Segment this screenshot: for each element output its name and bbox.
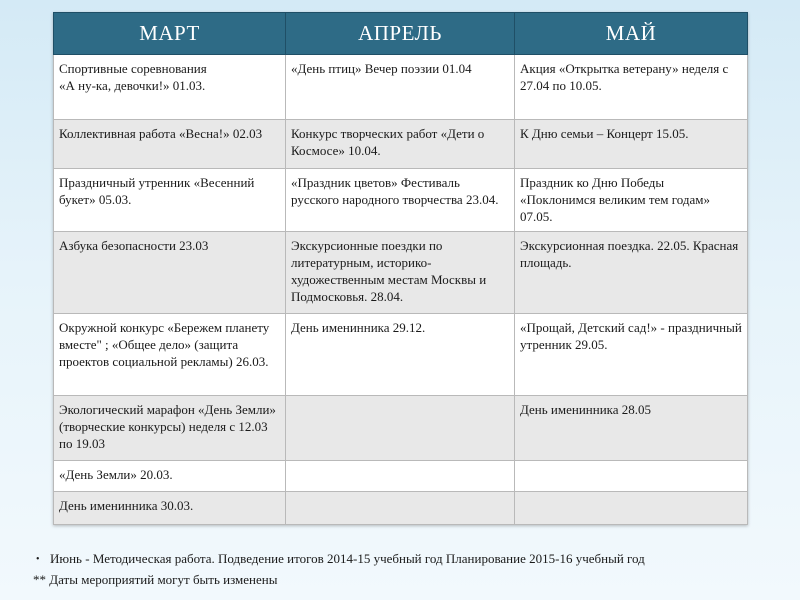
cell-march: Спортивные соревнования «А ну-ка, девочки!» 01.03. — [54, 55, 286, 120]
cell-march: День именинника 30.03. — [54, 492, 286, 525]
cell-april — [286, 461, 515, 492]
plan-table — [53, 12, 748, 525]
footer-dates-note: ** Даты мероприятий могут быть изменены — [33, 572, 278, 587]
cell-may — [515, 492, 748, 525]
cell-april: «День птиц» Вечер поэзии 01.04 — [286, 55, 515, 120]
cell-may: К Дню семьи – Концерт 15.05. — [515, 120, 748, 169]
cell-may: День именинника 28.05 — [515, 396, 748, 461]
header-april: АПРЕЛЬ — [286, 13, 515, 55]
cell-march: Азбука безопасности 23.03 — [54, 232, 286, 314]
cell-may: Экскурсионная поездка. 22.05. Красная площадь. — [515, 232, 748, 314]
cell-march: Экологический марафон «День Земли» (творческие конкурсы) неделя с 12.03 по 19.03 — [54, 396, 286, 461]
cell-april: Конкурс творческих работ «Дети о Космосе» 10.04. — [286, 120, 515, 169]
footer-june-text: Июнь - Методическая работа. Подведение итогов 2014-15 учебный год Планирование 2015-16 учебный год — [50, 551, 645, 566]
cell-may: Праздник ко Дню Победы «Поклонимся великим тем годам» 07.05. — [515, 169, 748, 232]
table-row — [54, 314, 748, 396]
cell-april: День именинника 29.12. — [286, 314, 515, 396]
bullet-icon: • — [36, 554, 40, 565]
cell-march: Коллективная работа «Весна!» 02.03 — [54, 120, 286, 169]
cell-april — [286, 492, 515, 525]
cell-april: «Праздник цветов» Фестиваль русского народного творчества 23.04. — [286, 169, 515, 232]
table-row — [54, 461, 748, 492]
header-row — [54, 13, 748, 55]
header-march: МАРТ — [54, 13, 286, 55]
cell-march: Окружной конкурс «Бережем планету вместе" ; «Общее дело» (защита проектов социальной рекламы) 26.03. — [54, 314, 286, 396]
cell-may — [515, 461, 748, 492]
table-row — [54, 120, 748, 169]
cell-april: Экскурсионные поездки по литературным, историко-художественным местам Москвы и Подмосковья. 28.04. — [286, 232, 515, 314]
cell-may: «Прощай, Детский сад!» - праздничный утренник 29.05. — [515, 314, 748, 396]
footer-june-note — [36, 551, 645, 567]
cell-march: Праздничный утренник «Весенний букет» 05.03. — [54, 169, 286, 232]
table-row — [54, 396, 748, 461]
table-row — [54, 232, 748, 314]
cell-april — [286, 396, 515, 461]
header-may: МАЙ — [515, 13, 748, 55]
cell-may: Акция «Открытка ветерану» неделя с 27.04 по 10.05. — [515, 55, 748, 120]
table-row — [54, 492, 748, 525]
table-row — [54, 55, 748, 120]
table-row — [54, 169, 748, 232]
cell-march: «День Земли» 20.03. — [54, 461, 286, 492]
